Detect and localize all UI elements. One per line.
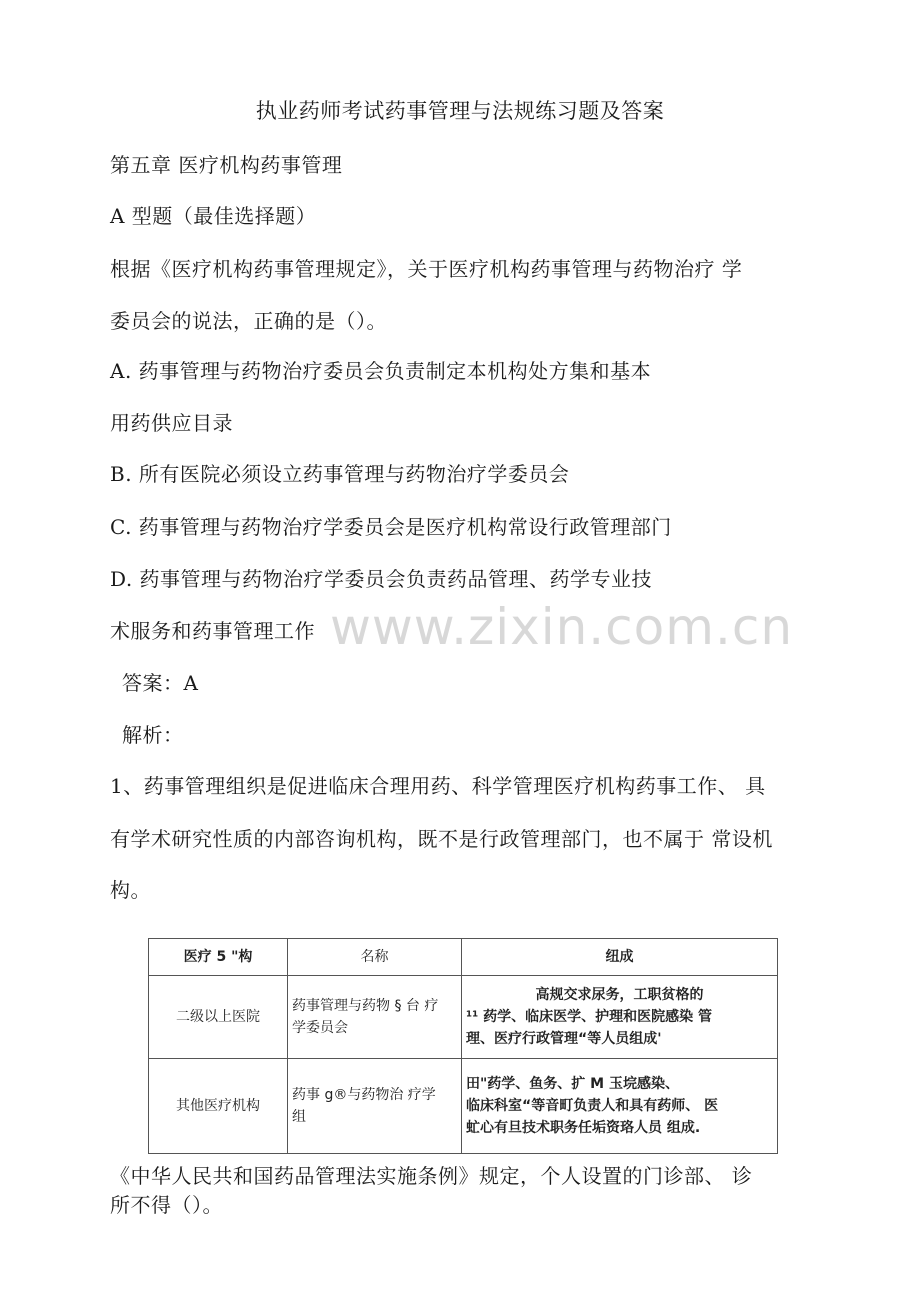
name-text-line-2: 学委员会 — [292, 1020, 348, 1036]
table-header-institution: 医疗 5 "构 — [149, 939, 288, 976]
chapter-heading: 第五章 医疗机构药事管理 — [110, 153, 343, 177]
composition-text-line-1: 高规交求尿务，工职贫格的 — [535, 987, 704, 1003]
analysis-line-1: 1、药事管理组织是促进临床合理用药、科学管理医疗机构药事工作、 具 — [110, 774, 766, 798]
composition-text-line-2: ¹¹ 药学、临床医学、护理和医院感染 管 — [466, 1009, 713, 1025]
composition-cell — [462, 976, 778, 1059]
next-question-line-1: 《中华人民共和国药品管理法实施条例》规定，个人设置的门诊部、 诊 — [110, 1164, 753, 1188]
composition-cell — [462, 1059, 778, 1154]
answer: 答案：A — [122, 671, 199, 695]
composition-text-line-2: 临床科室“等音町负责人和具有药师、 医 — [466, 1098, 719, 1114]
option-b: B. 所有医院必须设立药事管理与药物治疗学委员会 — [110, 462, 570, 486]
institution-text: 二级以上医院 — [176, 1009, 260, 1025]
table-header-name: 名称 — [288, 939, 462, 976]
table-row — [149, 976, 778, 1059]
composition-text-line-1: 田"药学、鱼务、扩 M 玉垸感染、 — [466, 1076, 679, 1092]
table-header-row — [149, 939, 778, 976]
watermark: www.zixin.com.cn — [330, 598, 794, 656]
question-text-line-1: 根据《医疗机构药事管理规定》，关于医疗机构药事管理与药物治疗 学 — [110, 257, 743, 281]
section-heading: A 型题（最佳选择题） — [110, 204, 317, 228]
committee-table — [148, 938, 778, 1154]
name-cell — [288, 1059, 462, 1154]
analysis-label: 解析： — [122, 723, 184, 747]
option-a-line-2: 用药供应目录 — [110, 411, 233, 435]
question-text-line-2: 委员会的说法，正确的是（）。 — [110, 309, 387, 333]
name-text-line-1: 药事 g®与药物治 疗学 — [292, 1087, 436, 1103]
option-d-line-1: D. 药事管理与药物治疗学委员会负责药品管理、药学专业技 — [110, 567, 653, 591]
composition-text-line-3: 虻心有旦技术职务任垢资珞人员 组成. — [466, 1120, 701, 1136]
institution-cell — [149, 976, 288, 1059]
document-title: 执业药师考试药事管理与法规练习题及答案 — [255, 99, 665, 123]
name-text-line-1: 药事管理与药物 § 台 疗 — [292, 998, 439, 1014]
option-a-line-1: A. 药事管理与药物治疗委员会负责制定本机构处方集和基本 — [110, 359, 652, 383]
analysis-line-3: 构。 — [110, 878, 151, 902]
institution-cell — [149, 1059, 288, 1154]
name-text-line-2: 组 — [292, 1109, 306, 1125]
next-question-line-2: 所不得（）。 — [110, 1193, 223, 1217]
table-header-composition: 纽成 — [462, 939, 778, 976]
composition-text-line-3: 理、医疗行政管理“等人员组成' — [466, 1031, 662, 1047]
analysis-line-2: 有学术研究性质的内部咨询机构，既不是行政管理部门，也不属于 常设机 — [110, 827, 773, 851]
option-c: C. 药事管理与药物治疗学委员会是医疗机构常设行政管理部门 — [110, 515, 672, 539]
table-row — [149, 1059, 778, 1154]
institution-text: 其他医疗机构 — [176, 1098, 260, 1114]
name-cell — [288, 976, 462, 1059]
option-d-line-2: 术服务和药事管理工作 — [110, 619, 315, 643]
